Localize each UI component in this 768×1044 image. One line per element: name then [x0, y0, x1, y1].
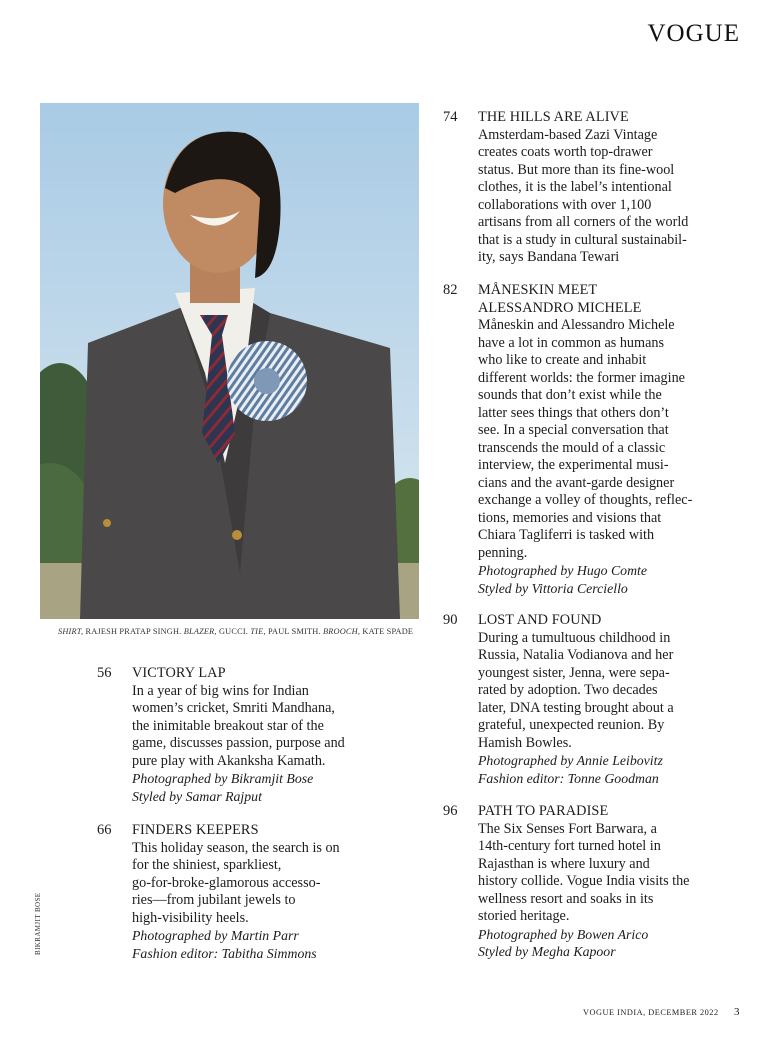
- entry-description-line: wellness resort and soaks in its: [478, 890, 654, 907]
- entry-body: [478, 109, 688, 267]
- entry-description-line: different worlds: the former imagine: [478, 369, 685, 386]
- entry-body: [478, 803, 689, 961]
- entry-credit: Photographed by Bikramjit Bose: [132, 771, 314, 786]
- entry-description-line: penning.: [478, 544, 528, 561]
- entry-description-line: later, DNA testing brought about a: [478, 699, 674, 716]
- entry-credit: Fashion editor: Tonne Goodman: [478, 770, 659, 786]
- entry-description-line: history collide. Vogue India visits the: [478, 873, 690, 889]
- entry-description-line: 14th-century fort turned hotel in: [478, 838, 661, 854]
- entry-credit: Photographed by Hugo Comte: [478, 563, 647, 578]
- page-reference: 66: [97, 822, 112, 838]
- entry-title: FINDERS KEEPERS: [132, 822, 259, 838]
- entry-description-line: latter sees things that others don’t: [478, 404, 669, 421]
- page-reference: 96: [443, 803, 458, 819]
- entry-description-line: ity, says Bandana Tewari: [478, 249, 620, 265]
- entry-description-line: the inimitable breakout star of the: [132, 717, 324, 734]
- entry-description-line: that is a study in cultural sustainabil-: [478, 231, 687, 248]
- entry-title: ALESSANDRO MICHELE: [478, 299, 642, 316]
- entry-description-line: In a year of big wins for Indian: [132, 682, 309, 699]
- entry-title: VICTORY LAP: [132, 665, 226, 681]
- masthead-logo: VOGUE: [647, 20, 740, 47]
- page-reference: 90: [443, 612, 458, 628]
- entry-description-line: high-visibility heels.: [132, 909, 249, 926]
- entry-description-line: The Six Senses Fort Barwara, a: [478, 820, 657, 837]
- photo-side-credit: BIKRAMJIT BOSE: [34, 892, 42, 955]
- page-reference: 82: [443, 282, 458, 298]
- entry-credit: Styled by Megha Kapoor: [478, 944, 616, 959]
- entry-body: [132, 665, 345, 805]
- entry-description-line: grateful, unexpected reunion. By: [478, 717, 665, 733]
- entry-description-line: pure play with Akanksha Kamath.: [132, 752, 326, 769]
- entry-description-line: Amsterdam-based Zazi Vintage: [478, 126, 658, 143]
- photo-caption: [58, 627, 428, 636]
- entry-credit: Photographed by Bowen Arico: [478, 926, 649, 942]
- entry-body: [478, 612, 674, 787]
- entry-description-line: transcends the mould of a classic: [478, 439, 666, 456]
- caption-label: TIE,: [250, 627, 266, 636]
- caption-value: GUCCI.: [216, 627, 251, 636]
- caption-label: BROOCH,: [323, 627, 361, 636]
- entry-title: THE HILLS ARE ALIVE: [478, 109, 629, 125]
- entry-description-line: see. In a special conversation that: [478, 422, 669, 438]
- entry-description-line: rated by adoption. Two decades: [478, 682, 658, 698]
- entry-description-line: go-for-broke-glamorous accesso-: [132, 874, 321, 891]
- entry-description-line: Chiara Tagliferri is tasked with: [478, 527, 655, 543]
- caption-value: RAJESH PRATAP SINGH.: [83, 627, 184, 636]
- entry-description-line: exchange a volley of thoughts, reflec-: [478, 492, 693, 508]
- entry-description-line: creates coats worth top-drawer: [478, 144, 653, 160]
- entry-description-line: status. But more than its fine-wool: [478, 161, 675, 178]
- caption-value: PAUL SMITH.: [265, 627, 323, 636]
- entry-description-line: sounds that don’t exist while the: [478, 387, 662, 403]
- entry-description-line: Måneskin and Alessandro Michele: [478, 317, 675, 333]
- entry-credit: Styled by Samar Rajput: [132, 788, 262, 804]
- entry-credit: Photographed by Martin Parr: [132, 928, 299, 943]
- entry-description-line: tions, memories and visions that: [478, 509, 662, 526]
- entry-description-line: have a lot in common as humans: [478, 334, 664, 351]
- entry-description-line: clothes, it is the label’s intentional: [478, 179, 672, 195]
- entry-body: [478, 282, 692, 597]
- caption-label: SHIRT,: [58, 627, 84, 636]
- entry-body: [132, 822, 340, 962]
- entry-description-line: women’s cricket, Smriti Mandhana,: [132, 700, 335, 716]
- entry-title: LOST AND FOUND: [478, 612, 602, 628]
- footer-issue-line: VOGUE INDIA, DECEMBER 2022: [583, 1008, 719, 1017]
- entry-title: MÅNESKIN MEET: [478, 282, 598, 298]
- entry-description-line: storied heritage.: [478, 908, 570, 924]
- entry-description-line: artisans from all corners of the world: [478, 214, 689, 230]
- cover-photo: [40, 103, 419, 619]
- entry-description-line: youngest sister, Jenna, were sepa-: [478, 664, 670, 681]
- entry-description-line: During a tumultuous childhood in: [478, 629, 671, 646]
- page-reference: 74: [443, 109, 458, 125]
- entry-description-line: Rajasthan is where luxury and: [478, 855, 650, 872]
- entry-description-line: ries—from jubilant jewels to: [132, 892, 296, 908]
- entry-description-line: for the shiniest, sparkliest,: [132, 857, 282, 873]
- entry-description-line: cians and the avant-garde designer: [478, 474, 675, 491]
- caption-label: BLAZER,: [183, 627, 217, 636]
- caption-value: KATE SPADE: [360, 627, 414, 636]
- entry-description-line: This holiday season, the search is on: [132, 839, 340, 856]
- page-reference: 56: [97, 665, 112, 681]
- entry-credit: Fashion editor: Tabitha Simmons: [132, 945, 317, 961]
- entry-description-line: collaborations with over 1,100: [478, 196, 652, 213]
- entry-credit: Styled by Vittoria Cerciello: [478, 580, 628, 596]
- entry-description-line: Russia, Natalia Vodianova and her: [478, 647, 674, 663]
- entry-description-line: game, discusses passion, purpose and: [132, 735, 345, 751]
- entry-description-line: who like to create and inhabit: [478, 352, 647, 368]
- entry-title: PATH TO PARADISE: [478, 803, 609, 819]
- entry-description-line: interview, the experimental musi-: [478, 457, 669, 473]
- page-number: 3: [734, 1006, 740, 1018]
- entry-credit: Photographed by Annie Leibovitz: [478, 753, 663, 768]
- entry-description-line: Hamish Bowles.: [478, 734, 572, 751]
